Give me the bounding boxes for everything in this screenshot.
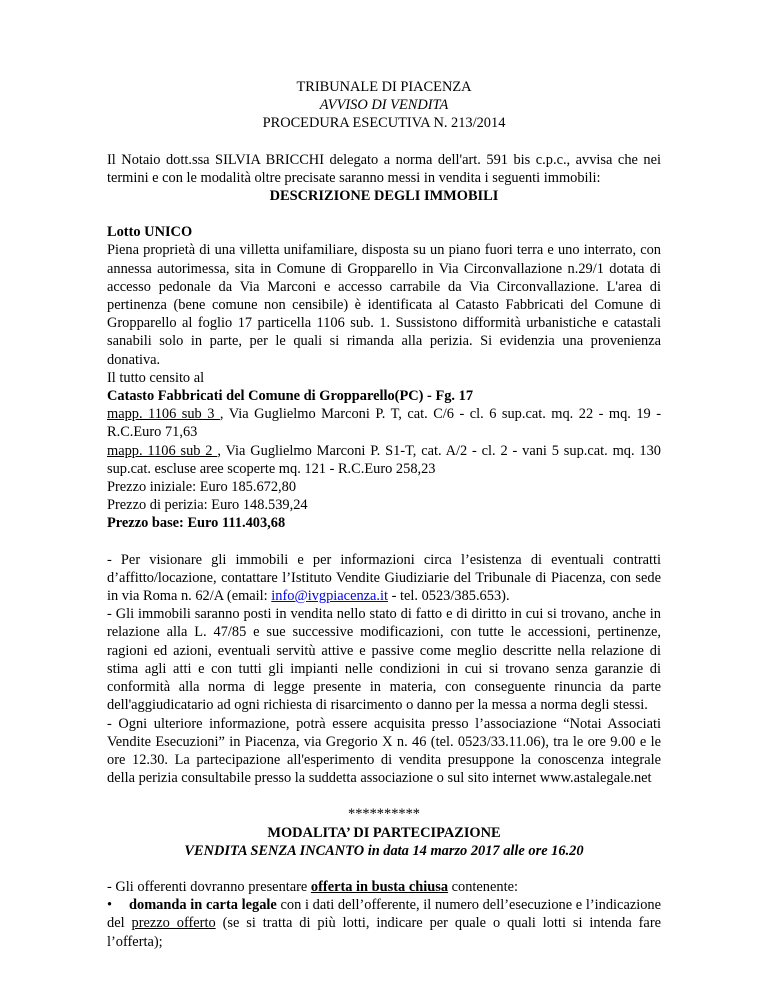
- price-base: Prezzo base: Euro 111.403,68: [107, 515, 286, 532]
- sale-date-subtitle: VENDITA SENZA INCANTO in data 14 marzo 2017 alle ore 16.20: [184, 842, 584, 859]
- section-title-description: DESCRIZIONE DEGLI IMMOBILI: [269, 188, 499, 205]
- document-page: [107, 78, 661, 951]
- bullet-text-b: (se si tratta di più lotti, indicare per quale o quali lotti si intenda fare l’offerta);: [107, 915, 661, 950]
- census-intro: Il tutto censito al: [107, 369, 205, 386]
- notice-title: AVVISO DI VENDITA: [319, 97, 449, 114]
- bullet-icon: •: [107, 897, 113, 914]
- info-paragraph-1: [107, 551, 661, 606]
- section-title-participation: MODALITA’ DI PARTECIPAZIONE: [267, 824, 501, 841]
- cadastral-text-1: , Via Guglielmo Marconi P. T, cat. C/6 - cl. 6 sup.cat. mq. 22 - mq. 19 - R.C.Euro 71,63: [107, 406, 661, 441]
- email-link[interactable]: info@ivgpiacenza.it: [271, 588, 389, 605]
- intro-paragraph: Il Notaio dott.ssa SILVIA BRICCHI delegato a norma dell'art. 591 bis c.p.c., avvisa che nei termini e con le modalità oltre precisate saranno messi in vendita i seguenti immobili:: [107, 151, 661, 186]
- info-text-b: - tel. 0523/385.653).: [388, 588, 510, 605]
- cadastral-item-1: [107, 405, 661, 441]
- offer-intro-a: - Gli offerenti dovranno presentare: [107, 878, 311, 895]
- info-text-a: - Per visionare gli immobili e per informazioni circa l’esistenza di eventuali contratti d’affitto/locazione, contattare l’Istituto Vendite Giudiziarie del Tribunale di Piacenza, con sede in via Roma n. 62/A (email:: [107, 551, 661, 605]
- cadastral-ref-1: mapp. 1106 sub 3: [107, 406, 220, 423]
- bullet-price-offered: prezzo offerto: [131, 915, 216, 932]
- price-appraisal: Prezzo di perizia: Euro 148.539,24: [107, 497, 308, 514]
- info-paragraph-3: - Ogni ulteriore informazione, potrà essere acquisita presso l’associazione “Notai Associati Vendite Esecuzioni” in Piacenza, via Gregorio X n. 46 (tel. 0523/33.11.06), tra le ore 9.00 e le ore 12.30. La partecipazione all'esperimento di vendita presuppone la conoscenza integrale della perizia consultabile presso la suddetta associazione o sul sito internet www.astalegale.net: [107, 715, 661, 787]
- catasto-heading: Catasto Fabbricati del Comune di Gropparello(PC) - Fg. 17: [107, 388, 474, 405]
- cadastral-text-2: , Via Guglielmo Marconi P. S1-T, cat. A/2 - cl. 2 - vani 5 sup.cat. mq. 130 sup.cat. escluse aree scoperte mq. 121 - R.C.Euro 258,23: [107, 442, 661, 477]
- separator-stars: **********: [348, 806, 420, 823]
- offer-intro-c: contenente:: [448, 878, 518, 895]
- offer-sealed-envelope: offerta in busta chiusa: [310, 878, 449, 895]
- lot-description: Piena proprietà di una villetta unifamiliare, disposta su un piano fuori terra e uno interrato, con annessa autorimessa, sita in Comune di Gropparello in Via Circonvallazione n.29/1 dotata di accesso pedonale da Via Marconi e accesso carrabile da Via Circonvallazione. L'area di pertinenza (bene comune non censibile) è identificata al Catasto Fabbricati del Comune di Gropparello al foglio 17 particella 1106 sub. 1. Sussistono difformità urbanistiche e catastali sanabili solo in parte, per le quali si rimanda alla perizia. Si evidenzia una provenienza donativa.: [107, 242, 661, 368]
- cadastral-ref-2: mapp. 1106 sub 2: [107, 442, 218, 459]
- lot-title: Lotto UNICO: [107, 224, 193, 241]
- procedure-number: PROCEDURA ESECUTIVA N. 213/2014: [262, 115, 506, 132]
- price-initial: Prezzo iniziale: Euro 185.672,80: [107, 479, 297, 496]
- offer-intro: [107, 878, 661, 896]
- bullet-bold-text: domanda in carta legale: [129, 897, 277, 914]
- cadastral-item-2: [107, 442, 661, 478]
- info-paragraph-2: - Gli immobili saranno posti in vendita nello stato di fatto e di diritto in cui si trovano, anche in relazione alla L. 47/85 e sue successive modificazioni, con tutte le accessioni, pertinenze, ragioni ed azioni, eventuali servitù attive e passive come meglio descritte nella relazione di stima agli atti e con tutti gli impianti nelle condizioni in cui si trovano senza garanzie di conformità alla norma di legge presente in materia, con conseguente rinuncia da parte dell'aggiudicatario ad ogni richiesta di risarcimento o danno per la messa a norma degli stessi.: [107, 606, 661, 714]
- court-title: TRIBUNALE DI PIACENZA: [296, 79, 472, 95]
- bullet-text-a: con i dati dell’offerente, il numero dell’esecuzione e l’indicazione del: [107, 897, 661, 932]
- offer-bullet-item: [107, 896, 661, 951]
